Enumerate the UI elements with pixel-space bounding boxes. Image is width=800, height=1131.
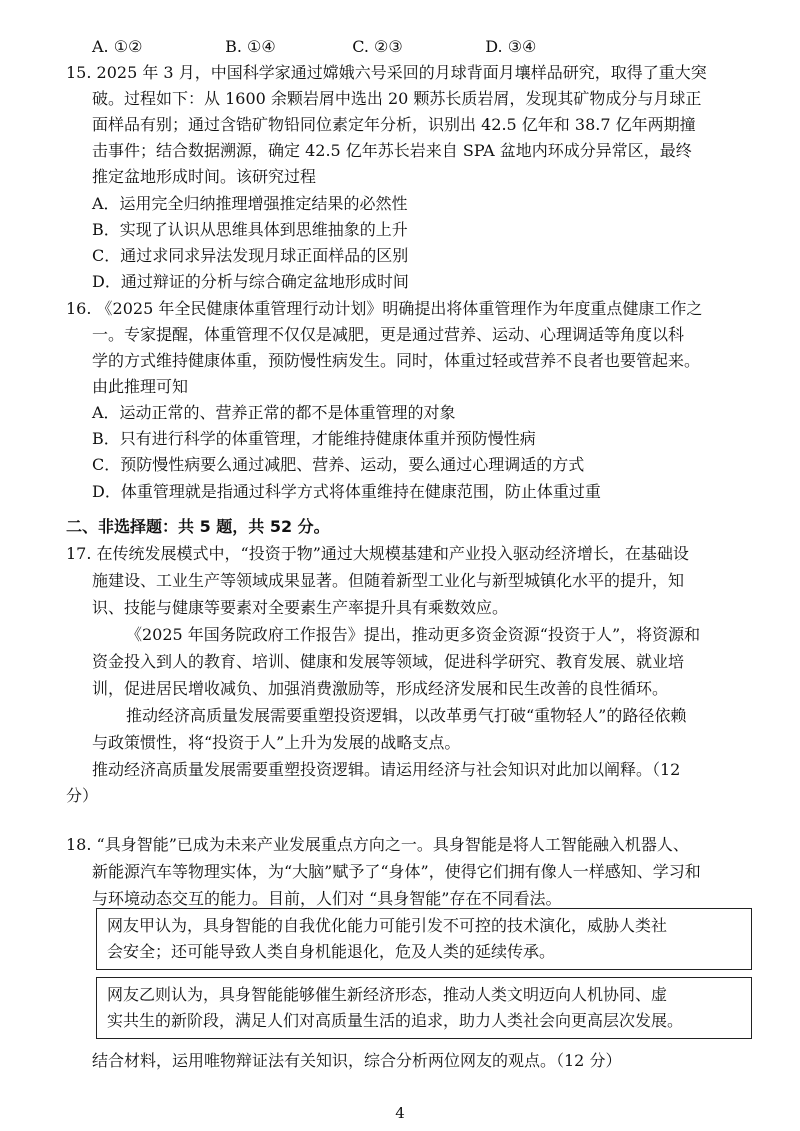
q16-option-c: C．预防慢性病要么通过减肥、营养、运动，要么通过心理调适的方式 <box>92 455 585 474</box>
q16-line-2: 一。专家提醒，体重管理不仅仅是减肥，更是通过营养、运动、心理调适等角度以科 <box>92 325 685 344</box>
q18-question: 结合材料，运用唯物辩证法有关知识，综合分析两位网友的观点。（12 分） <box>92 1051 622 1070</box>
netizen-b-line-1: 网友乙则认为，具身智能能够催生新经济形态，推动人类文明迈向人机协同、虚 <box>107 985 668 1004</box>
q15-line-1: 15. 2025 年 3 月，中国科学家通过嫦娥六号采回的月球背面月壤样品研究，取得了重大突 <box>66 63 707 82</box>
section-title: 二、非选择题：共 5 题，共 52 分。 <box>66 517 330 536</box>
q16-line-3: 学的方式维持健康体重，预防慢性病发生。同时，体重过轻或营养不良者也要管起来。 <box>92 351 701 370</box>
q18-line-3: 与环境动态交互的能力。目前，人们对 “具身智能”存在不同看法。 <box>92 889 562 908</box>
q17-line-8: 与政策惯性，将“投资于人”上升为发展的战略支点。 <box>92 733 461 752</box>
q18-line-2: 新能源汽车等物理实体，为“大脑”赋予了“身体”，使得它们拥有像人一样感知、学习和 <box>92 862 701 881</box>
netizen-b-box <box>96 977 752 1039</box>
option-d: D. ③④ <box>485 37 537 56</box>
q18-line-1: 18. “具身智能”已成为未来产业发展重点方向之一。具身智能是将人工智能融入机器人、 <box>66 835 689 854</box>
q17-score: 分） <box>66 786 99 805</box>
q16-option-b: B．只有进行科学的体重管理，才能维持健康体重并预防慢性病 <box>92 429 536 448</box>
q15-option-c: C．通过求同求异法发现月球正面样品的区别 <box>92 246 409 265</box>
q15-line-5: 推定盆地形成时间。该研究过程 <box>92 167 317 186</box>
netizen-a-box <box>96 908 752 970</box>
q16-line-4: 由此推理可知 <box>92 377 189 396</box>
option-b: B. ①④ <box>225 37 276 56</box>
q17-line-7: 推动经济高质量发展需要重塑投资逻辑，以改革勇气打破“重物轻人”的路径依赖 <box>126 706 687 725</box>
q17-line-4: 《2025 年国务院政府工作报告》提出，推动更多资金资源“投资于人”，将资源和 <box>126 625 701 644</box>
q15-option-a: A．运用完全归纳推理增强推定结果的必然性 <box>92 194 408 213</box>
previous-question-options <box>92 36 536 58</box>
netizen-a-line-1: 网友甲认为，具身智能的自我优化能力可能引发不可控的技术演化，威胁人类社 <box>107 916 668 935</box>
q16-option-d: D．体重管理就是指通过科学方式将体重维持在健康范围，防止体重过重 <box>92 482 601 501</box>
q17-line-1: 17. 在传统发展模式中，“投资于物”通过大规模基建和产业投入驱动经济增长，在基础设 <box>66 544 689 563</box>
q15-line-2: 破。过程如下：从 1600 余颗岩屑中选出 20 颗苏长质岩屑，发现其矿物成分与月球正 <box>92 89 702 108</box>
q15-line-3: 面样品有别；通过含锆矿物铅同位素定年分析，识别出 42.5 亿年和 38.7 亿年两期撞 <box>92 115 696 134</box>
netizen-b-line-2: 实共生的新阶段，满足人们对高质量生活的追求，助力人类社会向更高层次发展。 <box>107 1011 684 1030</box>
q16-line-1: 16. 《2025 年全民健康体重管理行动计划》明确提出将体重管理作为年度重点健康工作之 <box>66 299 703 318</box>
netizen-a-line-2: 会安全；还可能导致人类自身机能退化，危及人类的延续传承。 <box>107 942 556 961</box>
q17-line-2: 施建设、工业生产等领域成果显著。但随着新型工业化与新型城镇化水平的提升，知 <box>92 571 685 590</box>
q15-line-4: 击事件；结合数据溯源，确定 42.5 亿年苏长岩来自 SPA 盆地内环成分异常区，最终 <box>92 141 692 160</box>
q17-line-3: 识、技能与健康等要素对全要素生产率提升具有乘数效应。 <box>92 598 509 617</box>
page-number: 4 <box>395 1104 405 1122</box>
q17-line-6: 训，促进居民增收减负、加强消费激励等，形成经济发展和民生改善的良性循环。 <box>92 679 669 698</box>
q17-line-5: 资金投入到人的教育、培训、健康和发展等领域，促进科学研究、教育发展、就业培 <box>92 652 685 671</box>
q15-option-b: B．实现了认识从思维具体到思维抽象的上升 <box>92 220 408 239</box>
q16-option-a: A．运动正常的、营养正常的都不是体重管理的对象 <box>92 403 456 422</box>
q17-question: 推动经济高质量发展需要重塑投资逻辑。请运用经济与社会知识对此加以阐释。（12 <box>92 760 681 779</box>
option-a: A. ①② <box>92 37 143 56</box>
option-c: C. ②③ <box>352 37 403 56</box>
q15-option-d: D．通过辩证的分析与综合确定盆地形成时间 <box>92 272 409 291</box>
